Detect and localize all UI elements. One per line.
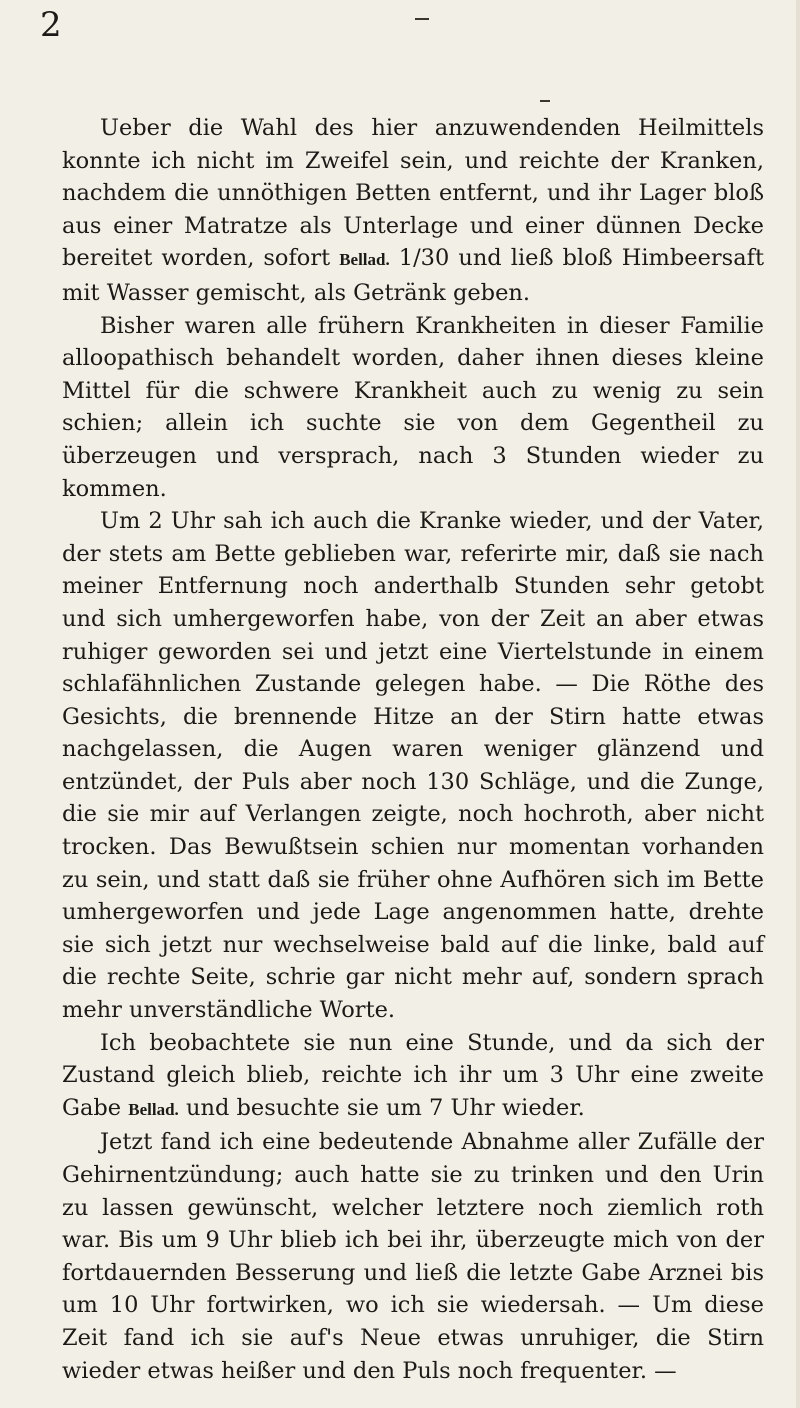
paragraph-text: und besuchte sie um 7 Uhr wieder. [178,1094,585,1121]
paragraph [62,505,764,1027]
paragraph [62,1027,764,1127]
page-number: 2 [40,5,62,45]
paragraph [62,1126,764,1387]
print-mark [540,100,550,102]
paragraph-text: Bisher waren alle frühern Krankheiten in dieser Familie alloopathisch behandelt worden, daher ihnen dieses kleine Mittel für die schwere Krankheit auch zu wenig zu sein schien; allein ich suchte sie von dem Gegentheil zu überzeugen und versprach, nach 3 Stunden wieder zu kommen. [62,312,764,502]
paragraph [62,112,764,310]
paragraph-text: Ich beobachtete sie nun eine Stunde, und da sich der Zustand gleich blieb, reichte ich ihr um 3 Uhr eine zweite Gabe [62,1029,764,1121]
print-mark [415,18,429,20]
remedy-abbreviation: Bellad. [128,1099,179,1119]
remedy-abbreviation: Bellad. [339,250,390,270]
paragraph-text: 1/30 und ließ bloß Himbeersaft mit Wasser gemischt, als Getränk geben. [62,245,765,306]
paragraph-text: Jetzt fand ich eine bedeutende Abnahme aller Zufälle der Gehirnentzündung; auch hatte sie zu trinken und den Urin zu lassen gewünscht, welcher letztere noch ziemlich roth war. Bis um 9 Uhr blieb ich bei ihr, überzeugte mich von der fortdauernden Besserung und ließ die letzte Gabe Arznei bis um 10 Uhr fortwirken, wo ich sie wiedersah. — Um diese Zeit fand ich sie auf's Neue etwas unruhiger, die Stirn wieder etwas heißer und den Puls noch frequenter. — [62,1129,764,1384]
paragraph-text: Ueber die Wahl des hier anzuwendenden Heilmittels konnte ich nicht im Zweifel sein, und reichte der Kranken, nachdem die unnöthigen Betten entfernt, und ihr Lager bloß aus einer Matratze als Unterlage und einer dünnen Decke bereitet worden, sofort [62,115,764,272]
page-edge [796,0,800,1408]
paragraph-text: Um 2 Uhr sah ich auch die Kranke wieder, und der Vater, der stets am Bette geblieben war, referirte mir, daß sie nach meiner Entfernung noch anderthalb Stunden sehr getobt und sich umhergeworfen habe, von der Zeit an aber etwas ruhiger geworden sei und jetzt eine Viertelstunde in einem schlafähnlichen Zustande gelegen habe. — Die Röthe des Gesichts, die brennende Hitze an der Stirn hatte etwas nachgelassen, die Augen waren weniger glänzend und entzündet, der Puls aber noch 130 Schläge, und die Zunge, die sie mir auf Verlangen zeigte, noch hochroth, aber nicht trocken. Das Bewußtsein schien nur momentan vorhanden zu sein, und statt daß sie früher ohne Aufhören sich im Bette umhergeworfen und jede Lage angenommen hatte, drehte sie sich jetzt nur wechselweise bald auf die linke, bald auf die rechte Seite, schrie gar nicht mehr auf, sondern sprach mehr unverständliche Worte. [62,508,764,1024]
body-text [62,112,764,1387]
paragraph [62,310,764,506]
